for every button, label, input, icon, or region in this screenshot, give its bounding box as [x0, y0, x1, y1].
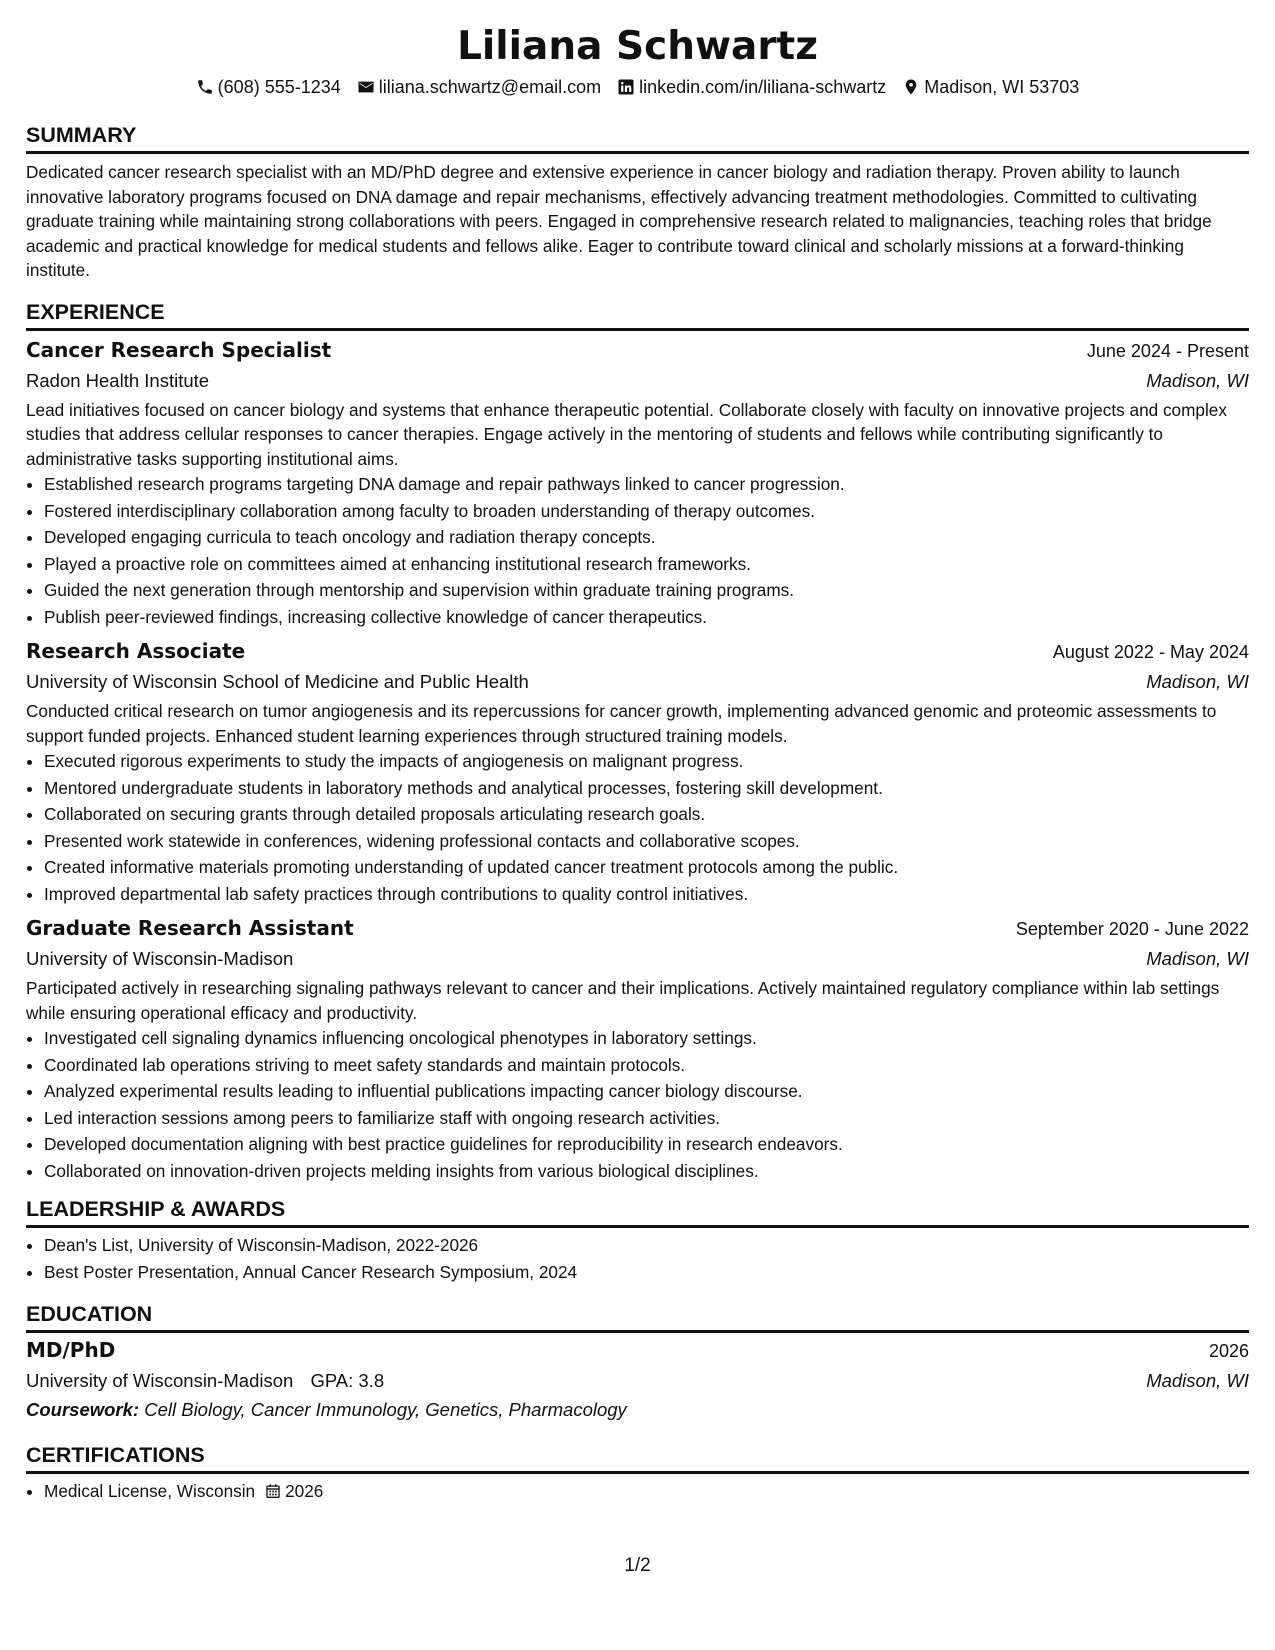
job-org: University of Wisconsin School of Medicine and Public Health — [26, 671, 529, 692]
list-item: • Dean's List, University of Wisconsin-Madison, 2022-2026 — [44, 1232, 1249, 1259]
job-location: Madison, WI — [1146, 948, 1249, 969]
location-text: Madison, WI 53703 — [924, 77, 1080, 97]
list-item: • Collaborated on securing grants through detailed proposals articulating research goals. — [44, 801, 1249, 828]
school-location: Madison, WI — [1146, 1370, 1249, 1391]
job-org: University of Wisconsin-Madison — [26, 948, 294, 969]
job-bullets — [26, 1025, 1249, 1184]
gpa: GPA: 3.8 — [310, 1370, 385, 1391]
list-item: • Analyzed experimental results leading to influential publications impacting cancer biology discourse. — [44, 1078, 1249, 1105]
envelope-icon — [357, 78, 375, 96]
job-dates: August 2022 - May 2024 — [1052, 642, 1249, 662]
job-location: Madison, WI — [1146, 671, 1249, 692]
list-item: • Developed engaging curricula to teach oncology and radiation therapy concepts. — [44, 524, 1249, 551]
coursework-label: Coursework: — [26, 1399, 140, 1420]
job-bullets — [26, 748, 1249, 907]
map-pin-icon — [902, 78, 920, 96]
certification-date — [265, 1478, 323, 1505]
job-dates: June 2024 - Present — [1086, 340, 1249, 361]
candidate-name: Liliana Schwartz — [457, 24, 818, 69]
list-item: • Created informative materials promoting understanding of updated cancer treatment protocols among the public. — [44, 854, 1249, 881]
contact-phone — [196, 74, 341, 100]
contact-email[interactable] — [357, 74, 601, 100]
section-title: SUMMARY — [26, 120, 1249, 154]
job-entry — [26, 335, 1249, 631]
list-item: • Collaborated on innovation-driven projects melding insights from various biological disciplines. — [44, 1158, 1249, 1185]
list-item: • Played a proactive role on committees aimed at enhancing institutional research frameworks. — [44, 551, 1249, 578]
section-title: LEADERSHIP & AWARDS — [26, 1194, 1249, 1228]
job-description: Participated actively in researching signaling pathways relevant to cancer and their implications. Actively maintained regulatory compliance within lab settings while ensuring operational efficacy and productivity. — [26, 978, 1220, 1023]
list-item: • Mentored undergraduate students in laboratory methods and analytical processes, fostering skill development. — [44, 775, 1249, 802]
contact-linkedin[interactable] — [617, 74, 886, 100]
school-name: University of Wisconsin-Madison — [26, 1370, 294, 1391]
list-item: • Developed documentation aligning with best practice guidelines for reproducibility in research endeavors. — [44, 1131, 1249, 1158]
degree-title: MD/PhD — [26, 1338, 116, 1362]
resume-page — [26, 20, 1249, 1505]
list-item: • Publish peer-reviewed findings, increasing collective knowledge of cancer therapeutics. — [44, 604, 1249, 631]
list-item: • Guided the next generation through mentorship and supervision within graduate training programs. — [44, 577, 1249, 604]
experience-section — [26, 297, 1249, 1185]
job-dates: September 2020 - June 2022 — [1015, 919, 1249, 939]
job-org: Radon Health Institute — [26, 369, 210, 391]
linkedin-icon — [617, 78, 635, 96]
list-item: • Presented work statewide in conferences, widening professional contacts and collaborative scopes. — [44, 828, 1249, 855]
certifications-list — [26, 1478, 1249, 1505]
job-entry — [26, 636, 1249, 907]
phone-icon — [196, 78, 214, 96]
email-link[interactable]: liliana.schwartz@email.com — [378, 77, 602, 97]
education-section — [26, 1299, 1249, 1424]
list-item — [44, 1478, 1249, 1505]
degree-year: 2026 — [1208, 1341, 1249, 1361]
job-bullets — [26, 471, 1249, 630]
job-entry — [26, 913, 1249, 1184]
list-item: • Investigated cell signaling dynamics influencing oncological phenotypes in laboratory settings. — [44, 1025, 1249, 1052]
job-description: Conducted critical research on tumor angiogenesis and its repercussions for cancer growth, implementing advanced genomic and proteomic assessments to support funded projects. Enhanced student learning experiences through structured training models. — [26, 701, 1217, 746]
list-item: • Coordinated lab operations striving to meet safety standards and maintain protocols. — [44, 1052, 1249, 1079]
certifications-section — [26, 1440, 1249, 1505]
coursework-list: Cell Biology, Cancer Immunology, Genetics, Pharmacology — [144, 1399, 627, 1420]
list-item: • Led interaction sessions among peers to familiarize staff with ongoing research activities. — [44, 1105, 1249, 1132]
job-title: Graduate Research Assistant — [26, 916, 354, 940]
calendar-icon — [265, 1483, 281, 1499]
phone-text: (608) 555-1234 — [217, 77, 341, 97]
section-title: EDUCATION — [26, 1299, 1249, 1333]
certification-name: • Medical License, Wisconsin — [44, 1481, 256, 1501]
list-item: • Improved departmental lab safety practices through contributions to quality control initiatives. — [44, 881, 1249, 908]
coursework — [26, 1395, 1249, 1424]
leadership-section — [26, 1194, 1249, 1285]
certification-date-text: 2026 — [285, 1481, 324, 1501]
section-title: EXPERIENCE — [26, 297, 1249, 331]
job-location: Madison, WI — [1146, 369, 1249, 391]
list-item: • Executed rigorous experiments to study the impacts of angiogenesis on malignant progress. — [44, 748, 1249, 775]
summary-text: Dedicated cancer research specialist with an MD/PhD degree and extensive experience in cancer biology and radiation therapy. Proven ability to launch innovative laboratory programs focused on DNA damage and repair mechanisms, effectively advancing treatment methodologies. Committed to cultivating graduate training while maintaining strong collaborations with peers. Engaged in comprehensive research related to malignancies, teaching roles that bridge academic and practical knowledge for medical students and fellows alike. Eager to contribute toward clinical and scholarly missions at a forward-thinking institute. — [26, 162, 1212, 280]
summary-section — [26, 120, 1249, 283]
awards-list — [26, 1232, 1249, 1285]
job-title: Research Associate — [26, 639, 246, 663]
section-title: CERTIFICATIONS — [26, 1440, 1249, 1474]
job-description: Lead initiatives focused on cancer biology and systems that enhance therapeutic potential. Collaborate closely with faculty on innovative projects and complex studies that address cellular responses to cancer therapies. Engage actively in the mentoring of students and fellows while contributing significantly to administrative tasks supporting institutional aims. — [26, 399, 1227, 469]
list-item: • Best Poster Presentation, Annual Cancer Research Symposium, 2024 — [44, 1259, 1249, 1286]
linkedin-link[interactable]: linkedin.com/in/liliana-schwartz — [639, 77, 887, 97]
contact-location — [902, 74, 1079, 100]
list-item: • Established research programs targeting DNA damage and repair pathways linked to cancer progression. — [44, 471, 1249, 498]
page-number: 1/2 — [624, 1555, 651, 1576]
contact-bar — [26, 74, 1249, 100]
list-item: • Fostered interdisciplinary collaboration among faculty to broaden understanding of therapy outcomes. — [44, 498, 1249, 525]
job-title: Cancer Research Specialist — [26, 337, 332, 362]
